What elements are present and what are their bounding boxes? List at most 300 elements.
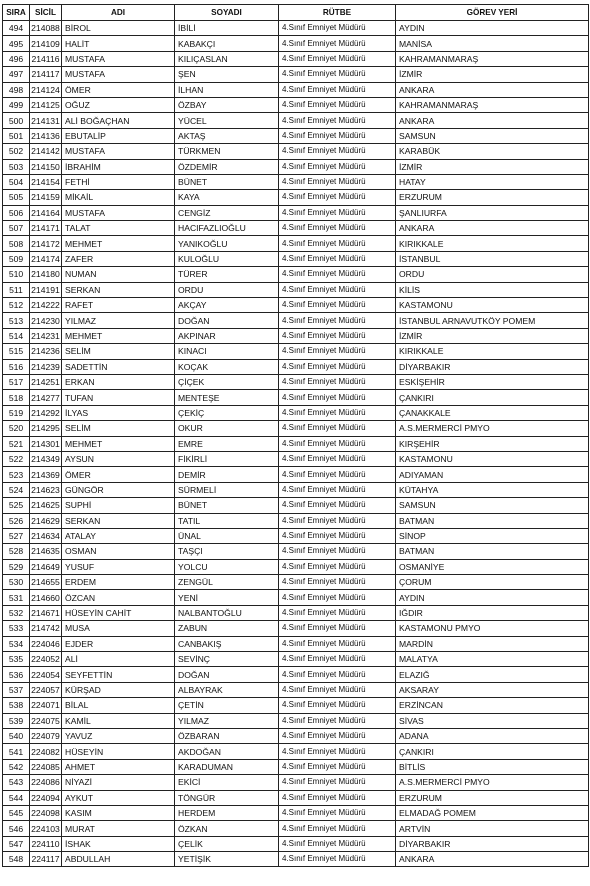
table-row (3, 328, 589, 343)
sira-cell: 516 (3, 359, 30, 374)
adi-cell: EBUTALİP (62, 128, 175, 143)
sicil-cell: 224086 (30, 775, 62, 790)
rutbe-cell: 4.Sınıf Emniyet Müdürü (279, 313, 396, 328)
sira-cell: 544 (3, 790, 30, 805)
gorev-yeri-cell: İSTANBUL ARNAVUTKÖY POMEM (396, 313, 589, 328)
table-row (3, 667, 589, 682)
soyadi-cell: ÖZDEMİR (175, 159, 279, 174)
sira-cell: 528 (3, 544, 30, 559)
adi-cell: ATALAY (62, 528, 175, 543)
rutbe-cell: 4.Sınıf Emniyet Müdürü (279, 451, 396, 466)
sicil-cell: 214150 (30, 159, 62, 174)
adi-cell: HALİT (62, 36, 175, 51)
adi-cell: KAMİL (62, 713, 175, 728)
soyadi-cell: ORDU (175, 282, 279, 297)
soyadi-cell: SEVİNÇ (175, 652, 279, 667)
table-header-row (3, 5, 589, 21)
sicil-cell: 214629 (30, 513, 62, 528)
gorev-yeri-cell: ÇANKIRI (396, 390, 589, 405)
adi-cell: SELİM (62, 421, 175, 436)
table-row (3, 267, 589, 282)
table-row (3, 390, 589, 405)
sicil-cell: 224098 (30, 805, 62, 820)
soyadi-cell: CENGİZ (175, 205, 279, 220)
sicil-cell: 214136 (30, 128, 62, 143)
table-row (3, 652, 589, 667)
soyadi-cell: TATIL (175, 513, 279, 528)
table-row (3, 498, 589, 513)
table-row (3, 790, 589, 805)
sicil-cell: 214655 (30, 575, 62, 590)
gorev-yeri-cell: ŞANLIURFA (396, 205, 589, 220)
rutbe-cell: 4.Sınıf Emniyet Müdürü (279, 282, 396, 297)
rutbe-cell: 4.Sınıf Emniyet Müdürü (279, 667, 396, 682)
sira-cell: 521 (3, 436, 30, 451)
gorev-yeri-cell: KIRŞEHİR (396, 436, 589, 451)
rutbe-cell: 4.Sınıf Emniyet Müdürü (279, 390, 396, 405)
header-adi: ADI (62, 5, 175, 21)
rutbe-cell: 4.Sınıf Emniyet Müdürü (279, 67, 396, 82)
sira-cell: 496 (3, 51, 30, 66)
table-row (3, 682, 589, 697)
adi-cell: RAFET (62, 298, 175, 313)
sicil-cell: 224079 (30, 728, 62, 743)
rutbe-cell: 4.Sınıf Emniyet Müdürü (279, 374, 396, 389)
gorev-yeri-cell: KİLİS (396, 282, 589, 297)
sira-cell: 504 (3, 174, 30, 189)
table-row (3, 590, 589, 605)
gorev-yeri-cell: HATAY (396, 174, 589, 189)
table-row (3, 528, 589, 543)
rutbe-cell: 4.Sınıf Emniyet Müdürü (279, 698, 396, 713)
sira-cell: 525 (3, 498, 30, 513)
sira-cell: 505 (3, 190, 30, 205)
gorev-yeri-cell: ÇANAKKALE (396, 405, 589, 420)
soyadi-cell: NALBANTOĞLU (175, 605, 279, 620)
table-row (3, 636, 589, 651)
table-row (3, 713, 589, 728)
table-row (3, 421, 589, 436)
soyadi-cell: EKİCİ (175, 775, 279, 790)
gorev-yeri-cell: KASTAMONU (396, 298, 589, 313)
adi-cell: MEHMET (62, 236, 175, 251)
soyadi-cell: KULOĞLU (175, 251, 279, 266)
adi-cell: MURAT (62, 821, 175, 836)
soyadi-cell: YOLCU (175, 559, 279, 574)
rutbe-cell: 4.Sınıf Emniyet Müdürü (279, 113, 396, 128)
rutbe-cell: 4.Sınıf Emniyet Müdürü (279, 805, 396, 820)
sicil-cell: 214142 (30, 144, 62, 159)
table-row (3, 759, 589, 774)
soyadi-cell: AKÇAY (175, 298, 279, 313)
table-row (3, 344, 589, 359)
gorev-yeri-cell: KASTAMONU (396, 451, 589, 466)
table-row (3, 205, 589, 220)
sira-cell: 511 (3, 282, 30, 297)
adi-cell: BİROL (62, 21, 175, 36)
rutbe-cell: 4.Sınıf Emniyet Müdürü (279, 790, 396, 805)
sicil-cell: 214230 (30, 313, 62, 328)
gorev-yeri-cell: KIRIKKALE (396, 344, 589, 359)
rutbe-cell: 4.Sınıf Emniyet Müdürü (279, 344, 396, 359)
table-row (3, 744, 589, 759)
table-row (3, 82, 589, 97)
header-rutbe: RÜTBE (279, 5, 396, 21)
sira-cell: 501 (3, 128, 30, 143)
adi-cell: TUFAN (62, 390, 175, 405)
soyadi-cell: ZENGÜL (175, 575, 279, 590)
rutbe-cell: 4.Sınıf Emniyet Müdürü (279, 421, 396, 436)
soyadi-cell: FİKİRLİ (175, 451, 279, 466)
sira-cell: 535 (3, 652, 30, 667)
sira-cell: 517 (3, 374, 30, 389)
rutbe-cell: 4.Sınıf Emniyet Müdürü (279, 821, 396, 836)
soyadi-cell: DOĞAN (175, 667, 279, 682)
soyadi-cell: TAŞÇI (175, 544, 279, 559)
soyadi-cell: AKTAŞ (175, 128, 279, 143)
adi-cell: ZAFER (62, 251, 175, 266)
sicil-cell: 214292 (30, 405, 62, 420)
adi-cell: GÜNGÖR (62, 482, 175, 497)
sira-cell: 506 (3, 205, 30, 220)
sicil-cell: 214222 (30, 298, 62, 313)
rutbe-cell: 4.Sınıf Emniyet Müdürü (279, 267, 396, 282)
sira-cell: 499 (3, 97, 30, 112)
adi-cell: YAVUZ (62, 728, 175, 743)
soyadi-cell: DEMİR (175, 467, 279, 482)
gorev-yeri-cell: ERZURUM (396, 790, 589, 805)
gorev-yeri-cell: SİVAS (396, 713, 589, 728)
header-sicil: SİCİL (30, 5, 62, 21)
soyadi-cell: BÜNET (175, 498, 279, 513)
sicil-cell: 214191 (30, 282, 62, 297)
adi-cell: ÖMER (62, 467, 175, 482)
rutbe-cell: 4.Sınıf Emniyet Müdürü (279, 775, 396, 790)
soyadi-cell: KINACI (175, 344, 279, 359)
table-row (3, 221, 589, 236)
sira-cell: 532 (3, 605, 30, 620)
personnel-table (2, 4, 589, 867)
table-row (3, 159, 589, 174)
sicil-cell: 214117 (30, 67, 62, 82)
rutbe-cell: 4.Sınıf Emniyet Müdürü (279, 436, 396, 451)
rutbe-cell: 4.Sınıf Emniyet Müdürü (279, 144, 396, 159)
soyadi-cell: HERDEM (175, 805, 279, 820)
gorev-yeri-cell: AYDIN (396, 21, 589, 36)
gorev-yeri-cell: ADANA (396, 728, 589, 743)
rutbe-cell: 4.Sınıf Emniyet Müdürü (279, 82, 396, 97)
gorev-yeri-cell: A.S.MERMERCİ PMYO (396, 421, 589, 436)
gorev-yeri-cell: ANKARA (396, 221, 589, 236)
gorev-yeri-cell: ÇORUM (396, 575, 589, 590)
rutbe-cell: 4.Sınıf Emniyet Müdürü (279, 405, 396, 420)
soyadi-cell: YILMAZ (175, 713, 279, 728)
soyadi-cell: YETİŞİK (175, 852, 279, 867)
gorev-yeri-cell: BİTLİS (396, 759, 589, 774)
sicil-cell: 214742 (30, 621, 62, 636)
gorev-yeri-cell: SAMSUN (396, 498, 589, 513)
sira-cell: 520 (3, 421, 30, 436)
sicil-cell: 214634 (30, 528, 62, 543)
rutbe-cell: 4.Sınıf Emniyet Müdürü (279, 236, 396, 251)
sira-cell: 500 (3, 113, 30, 128)
table-row (3, 621, 589, 636)
sira-cell: 513 (3, 313, 30, 328)
sira-cell: 529 (3, 559, 30, 574)
soyadi-cell: ÖZBARAN (175, 728, 279, 743)
table-row (3, 482, 589, 497)
gorev-yeri-cell: IĞDIR (396, 605, 589, 620)
gorev-yeri-cell: AKSARAY (396, 682, 589, 697)
soyadi-cell: ÜNAL (175, 528, 279, 543)
sira-cell: 527 (3, 528, 30, 543)
header-soyadi: SOYADI (175, 5, 279, 21)
sira-cell: 495 (3, 36, 30, 51)
soyadi-cell: İLHAN (175, 82, 279, 97)
table-row (3, 805, 589, 820)
adi-cell: SERKAN (62, 282, 175, 297)
table-row (3, 251, 589, 266)
rutbe-cell: 4.Sınıf Emniyet Müdürü (279, 174, 396, 189)
table-row (3, 467, 589, 482)
soyadi-cell: KARADUMAN (175, 759, 279, 774)
table-row (3, 144, 589, 159)
gorev-yeri-cell: ANKARA (396, 82, 589, 97)
sicil-cell: 214649 (30, 559, 62, 574)
sicil-cell: 214116 (30, 51, 62, 66)
sira-cell: 509 (3, 251, 30, 266)
gorev-yeri-cell: ESKİŞEHİR (396, 374, 589, 389)
sicil-cell: 214088 (30, 21, 62, 36)
soyadi-cell: YANIKOĞLU (175, 236, 279, 251)
table-row (3, 97, 589, 112)
table-row (3, 405, 589, 420)
sira-cell: 536 (3, 667, 30, 682)
sira-cell: 534 (3, 636, 30, 651)
soyadi-cell: ÖZKAN (175, 821, 279, 836)
sira-cell: 541 (3, 744, 30, 759)
soyadi-cell: OKUR (175, 421, 279, 436)
soyadi-cell: KILIÇASLAN (175, 51, 279, 66)
gorev-yeri-cell: KAHRAMANMARAŞ (396, 51, 589, 66)
sicil-cell: 224103 (30, 821, 62, 836)
sira-cell: 523 (3, 467, 30, 482)
table-row (3, 728, 589, 743)
table-row (3, 174, 589, 189)
rutbe-cell: 4.Sınıf Emniyet Müdürü (279, 21, 396, 36)
table-row (3, 51, 589, 66)
gorev-yeri-cell: MANİSA (396, 36, 589, 51)
sira-cell: 530 (3, 575, 30, 590)
rutbe-cell: 4.Sınıf Emniyet Müdürü (279, 482, 396, 497)
sicil-cell: 224075 (30, 713, 62, 728)
sira-cell: 510 (3, 267, 30, 282)
sira-cell: 547 (3, 836, 30, 851)
sicil-cell: 214164 (30, 205, 62, 220)
sira-cell: 548 (3, 852, 30, 867)
rutbe-cell: 4.Sınıf Emniyet Müdürü (279, 467, 396, 482)
rutbe-cell: 4.Sınıf Emniyet Müdürü (279, 498, 396, 513)
adi-cell: NİYAZİ (62, 775, 175, 790)
sicil-cell: 214635 (30, 544, 62, 559)
gorev-yeri-cell: ÇANKIRI (396, 744, 589, 759)
gorev-yeri-cell: MARDİN (396, 636, 589, 651)
rutbe-cell: 4.Sınıf Emniyet Müdürü (279, 190, 396, 205)
soyadi-cell: HACIFAZLIOĞLU (175, 221, 279, 236)
adi-cell: İSHAK (62, 836, 175, 851)
sicil-cell: 224117 (30, 852, 62, 867)
adi-cell: SELİM (62, 344, 175, 359)
sira-cell: 515 (3, 344, 30, 359)
table-row (3, 359, 589, 374)
soyadi-cell: ALBAYRAK (175, 682, 279, 697)
gorev-yeri-cell: KIRIKKALE (396, 236, 589, 251)
gorev-yeri-cell: İZMİR (396, 67, 589, 82)
rutbe-cell: 4.Sınıf Emniyet Müdürü (279, 528, 396, 543)
adi-cell: ALİ (62, 652, 175, 667)
soyadi-cell: KABAKÇI (175, 36, 279, 51)
soyadi-cell: MENTEŞE (175, 390, 279, 405)
sicil-cell: 214295 (30, 421, 62, 436)
sicil-cell: 214172 (30, 236, 62, 251)
soyadi-cell: TÜRKMEN (175, 144, 279, 159)
rutbe-cell: 4.Sınıf Emniyet Müdürü (279, 328, 396, 343)
sicil-cell: 214301 (30, 436, 62, 451)
table-row (3, 236, 589, 251)
gorev-yeri-cell: A.S.MERMERCİ PMYO (396, 775, 589, 790)
gorev-yeri-cell: BATMAN (396, 513, 589, 528)
table-row (3, 698, 589, 713)
rutbe-cell: 4.Sınıf Emniyet Müdürü (279, 636, 396, 651)
sira-cell: 546 (3, 821, 30, 836)
rutbe-cell: 4.Sınıf Emniyet Müdürü (279, 359, 396, 374)
adi-cell: AHMET (62, 759, 175, 774)
adi-cell: MİKAİL (62, 190, 175, 205)
gorev-yeri-cell: İZMİR (396, 328, 589, 343)
sicil-cell: 214174 (30, 251, 62, 266)
adi-cell: MUSTAFA (62, 205, 175, 220)
sicil-cell: 214231 (30, 328, 62, 343)
soyadi-cell: AKDOĞAN (175, 744, 279, 759)
sicil-cell: 214125 (30, 97, 62, 112)
adi-cell: SUPHİ (62, 498, 175, 513)
gorev-yeri-cell: ANKARA (396, 113, 589, 128)
rutbe-cell: 4.Sınıf Emniyet Müdürü (279, 605, 396, 620)
rutbe-cell: 4.Sınıf Emniyet Müdürü (279, 251, 396, 266)
sira-cell: 526 (3, 513, 30, 528)
soyadi-cell: TÜRER (175, 267, 279, 282)
table-row (3, 451, 589, 466)
sira-cell: 522 (3, 451, 30, 466)
table-body (3, 21, 589, 867)
soyadi-cell: YENİ (175, 590, 279, 605)
rutbe-cell: 4.Sınıf Emniyet Müdürü (279, 97, 396, 112)
rutbe-cell: 4.Sınıf Emniyet Müdürü (279, 51, 396, 66)
sicil-cell: 224052 (30, 652, 62, 667)
rutbe-cell: 4.Sınıf Emniyet Müdürü (279, 298, 396, 313)
soyadi-cell: İBİLİ (175, 21, 279, 36)
sicil-cell: 214625 (30, 498, 62, 513)
sicil-cell: 224082 (30, 744, 62, 759)
adi-cell: MUSA (62, 621, 175, 636)
rutbe-cell: 4.Sınıf Emniyet Müdürü (279, 159, 396, 174)
sicil-cell: 214154 (30, 174, 62, 189)
adi-cell: YILMAZ (62, 313, 175, 328)
adi-cell: AYKUT (62, 790, 175, 805)
rutbe-cell: 4.Sınıf Emniyet Müdürü (279, 36, 396, 51)
sira-cell: 512 (3, 298, 30, 313)
gorev-yeri-cell: İZMİR (396, 159, 589, 174)
gorev-yeri-cell: SİNOP (396, 528, 589, 543)
table-row (3, 298, 589, 313)
sira-cell: 533 (3, 621, 30, 636)
sicil-cell: 214180 (30, 267, 62, 282)
adi-cell: EJDER (62, 636, 175, 651)
adi-cell: FETHİ (62, 174, 175, 189)
table-row (3, 374, 589, 389)
sicil-cell: 214369 (30, 467, 62, 482)
rutbe-cell: 4.Sınıf Emniyet Müdürü (279, 575, 396, 590)
gorev-yeri-cell: ADIYAMAN (396, 467, 589, 482)
sira-cell: 538 (3, 698, 30, 713)
adi-cell: MEHMET (62, 436, 175, 451)
sira-cell: 543 (3, 775, 30, 790)
gorev-yeri-cell: SAMSUN (396, 128, 589, 143)
gorev-yeri-cell: ELAZIĞ (396, 667, 589, 682)
soyadi-cell: KOÇAK (175, 359, 279, 374)
sicil-cell: 224094 (30, 790, 62, 805)
table-row (3, 821, 589, 836)
adi-cell: ERKAN (62, 374, 175, 389)
rutbe-cell: 4.Sınıf Emniyet Müdürü (279, 744, 396, 759)
adi-cell: NUMAN (62, 267, 175, 282)
table-row (3, 282, 589, 297)
adi-cell: ABDULLAH (62, 852, 175, 867)
rutbe-cell: 4.Sınıf Emniyet Müdürü (279, 205, 396, 220)
rutbe-cell: 4.Sınıf Emniyet Müdürü (279, 513, 396, 528)
gorev-yeri-cell: OSMANİYE (396, 559, 589, 574)
personnel-list-page (2, 4, 588, 867)
rutbe-cell: 4.Sınıf Emniyet Müdürü (279, 221, 396, 236)
rutbe-cell: 4.Sınıf Emniyet Müdürü (279, 682, 396, 697)
adi-cell: OĞUZ (62, 97, 175, 112)
sicil-cell: 214171 (30, 221, 62, 236)
sira-cell: 497 (3, 67, 30, 82)
rutbe-cell: 4.Sınıf Emniyet Müdürü (279, 128, 396, 143)
soyadi-cell: ŞEN (175, 67, 279, 82)
table-row (3, 128, 589, 143)
table-row (3, 775, 589, 790)
sicil-cell: 214109 (30, 36, 62, 51)
sira-cell: 507 (3, 221, 30, 236)
sira-cell: 524 (3, 482, 30, 497)
sicil-cell: 214159 (30, 190, 62, 205)
soyadi-cell: ÇEKİÇ (175, 405, 279, 420)
soyadi-cell: KAYA (175, 190, 279, 205)
gorev-yeri-cell: İSTANBUL (396, 251, 589, 266)
table-row (3, 575, 589, 590)
gorev-yeri-cell: ANKARA (396, 852, 589, 867)
sira-cell: 539 (3, 713, 30, 728)
sira-cell: 518 (3, 390, 30, 405)
soyadi-cell: BÜNET (175, 174, 279, 189)
sicil-cell: 214277 (30, 390, 62, 405)
adi-cell: ERDEM (62, 575, 175, 590)
gorev-yeri-cell: ARTVİN (396, 821, 589, 836)
sicil-cell: 224054 (30, 667, 62, 682)
header-gorev-yeri: GÖREV YERİ (396, 5, 589, 21)
sira-cell: 519 (3, 405, 30, 420)
